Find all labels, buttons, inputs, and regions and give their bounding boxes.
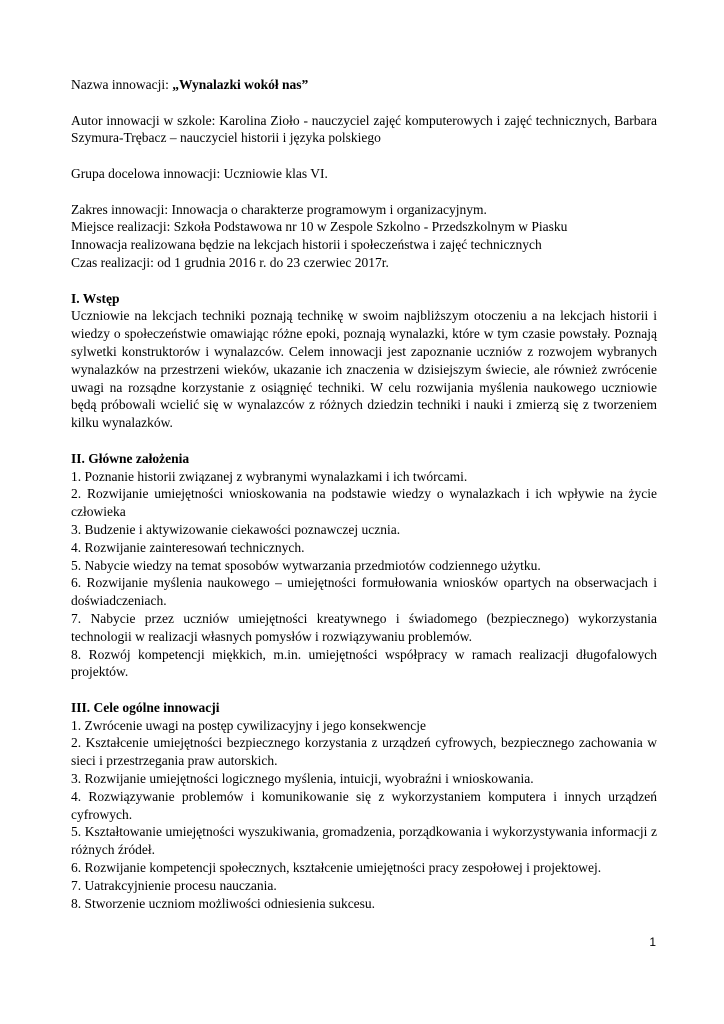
time-line: Czas realizacji: od 1 grudnia 2016 r. do 23 czerwiec 2017r. [71,254,389,270]
list-item: 3. Budzenie i aktywizowanie ciekawości poznawczej ucznia. [71,521,401,537]
list-item: 2. Kształcenie umiejętności bezpiecznego korzystania z urządzeń cyfrowych, bezpiecznego zachowania w sieci i przestrzegania praw autorskich. [71,735,657,769]
list-item: 7. Uatrakcyjnienie procesu nauczania. [71,877,277,893]
list-item: 5. Nabycie wiedzy na temat sposobów wytwarzania przedmiotów codziennego użytku. [71,557,541,573]
list-item: 2. Rozwijanie umiejętności wnioskowania na podstawie wiedzy o wynalazkach i ich wpływie na życie człowieka [71,486,657,520]
section-1-body: Uczniowie na lekcjach techniki poznają technikę w swoim najbliższym otoczeniu a na lekcjach historii i wiedzy o społeczeństwie omawiając różne epoki, poznają wynalazki, które w tym czasie powstały. Poznają sylwetki konstruktorów i wynalazców. Celem innowacji jest zapoznanie uczniów z rozwojem wybranych wynalazków na przestrzeni wieków, ukazanie ich znaczenia w dzisiejszym świecie, ale również zwrócenie uwagi na rozsądne korzystanie z osiągnięć techniki. W celu rozwijania myślenia naukowego uczniowie będą próbowali wcielić się w wynalazców z różnych dziedzin techniki i nauki i zmierzą się z tworzeniem kilku wynalazków. [71,308,657,431]
section-3-heading: III. Cele ogólne innowacji [71,699,220,715]
list-item: 1. Poznanie historii związanej z wybranymi wynalazkami i ich twórcami. [71,468,468,484]
innovation-name-label: Nazwa innowacji: [71,77,173,92]
list-item: 8. Stworzenie uczniom możliwości odniesienia sukcesu. [71,895,376,911]
target-group-line: Grupa docelowa innowacji: Uczniowie klas VI. [71,165,328,181]
list-item: 1. Zwrócenie uwagi na postęp cywilizacyjny i jego konsekwencje [71,717,427,733]
realization-line: Innowacja realizowana będzie na lekcjach historii i społeczeństwa i zajęć technicznych [71,237,542,253]
list-item: 6. Rozwijanie myślenia naukowego – umiejętności formułowania wniosków opartych na obserwacjach i doświadczeniach. [71,575,657,609]
page-number: 1 [649,935,656,949]
list-item: 4. Rozwiązywanie problemów i komunikowanie się z wykorzystaniem komputera i innych urządzeń cyfrowych. [71,788,657,822]
author-paragraph: Autor innowacji w szkole: Karolina Zioło - nauczyciel zajęć komputerowych i zajęć technicznych, Barbara Szymura-Trębacz – nauczyciel historii i języka polskiego [71,112,657,146]
document-content [71,76,657,912]
list-item: 8. Rozwój kompetencji miękkich, m.in. umiejętności współpracy w ramach realizacji długofalowych projektów. [71,646,657,680]
list-item: 3. Rozwijanie umiejętności logicznego myślenia, intuicji, wyobraźni i wnioskowania. [71,771,534,787]
list-item: 4. Rozwijanie zainteresowań technicznych. [71,539,305,555]
list-item: 5. Kształtowanie umiejętności wyszukiwania, gromadzenia, porządkowania i wykorzystywania informacji z różnych źródeł. [71,824,657,858]
list-item: 7. Nabycie przez uczniów umiejętności kreatywnego i świadomego (bezpiecznego) wykorzystania technologii w realizacji własnych pomysłów i rozwiązywaniu problemów. [71,610,657,644]
list-item: 6. Rozwijanie kompetencji społecznych, kształcenie umiejętności pracy zespołowej i projektowej. [71,860,602,876]
scope-line: Zakres innowacji: Innowacja o charakterze programowym i organizacyjnym. [71,201,487,217]
section-2-list [71,468,657,682]
place-line: Miejsce realizacji: Szkoła Podstawowa nr 10 w Zespole Szkolno - Przedszkolnym w Piasku [71,219,568,235]
section-2-heading: II. Główne założenia [71,450,190,466]
section-1-heading: I. Wstęp [71,290,120,306]
section-3-list [71,717,657,913]
innovation-name-line [71,76,657,94]
innovation-name-value: „Wynalazki wokół nas” [172,77,309,92]
